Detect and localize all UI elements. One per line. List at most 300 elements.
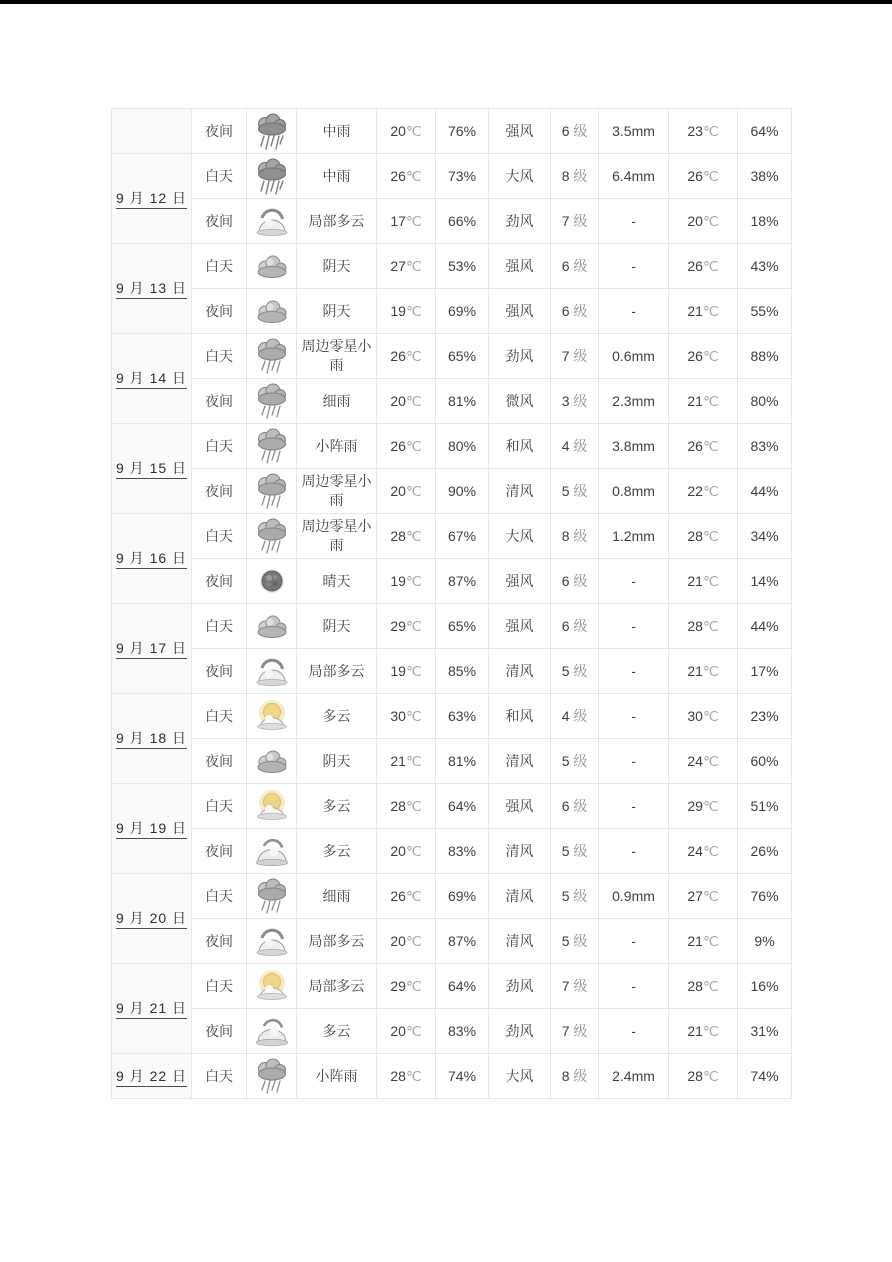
date-cell [112,109,192,154]
table-row [112,109,792,154]
value-number: 21 [687,662,703,679]
humidity-cell: 64% [436,784,489,829]
humidity-cell: 69% [436,289,489,334]
wind-name-cell: 清风 [489,829,551,874]
table-row [112,334,792,379]
rain-icon [252,380,292,422]
value-number: 26 [390,167,406,184]
value-unit: ℃ [702,302,719,319]
weather-desc-cell: 小阵雨 [297,424,377,469]
value-unit: 级 [573,842,588,859]
value-number: 17 [390,212,406,229]
wind-level-cell [551,244,599,289]
weather-icon-cell [247,1009,297,1054]
precipitation-cell: - [599,289,669,334]
time-of-day-cell: 夜间 [192,469,247,514]
value-unit: ℃ [405,707,422,724]
humidity-cell: 80% [436,424,489,469]
feels-like-temperature-cell [669,379,738,424]
value-number: 20 [390,842,406,859]
value-unit: ℃ [702,707,719,724]
value-number: 24 [687,752,703,769]
rain-icon [252,470,292,512]
value-unit: ℃ [702,437,719,454]
precipitation-cell: - [599,244,669,289]
weather-icon-cell [247,289,297,334]
value-number: 26 [687,437,703,454]
value-number: 4 [561,437,574,454]
table-row [112,154,792,199]
precipitation-cell: - [599,694,669,739]
precipitation-cell: 3.8mm [599,424,669,469]
feels-like-temperature-cell [669,1009,738,1054]
precip-probability-cell: 23% [738,694,792,739]
weather-icon-cell [247,244,297,289]
value-number: 19 [390,662,406,679]
value-number: 26 [687,167,703,184]
temperature-cell [377,154,436,199]
time-of-day-cell: 夜间 [192,379,247,424]
value-number: 21 [687,1022,703,1039]
weather-icon-cell [247,964,297,1009]
value-unit: ℃ [405,617,422,634]
humidity-cell: 69% [436,874,489,919]
wind-name-cell: 清风 [489,919,551,964]
weather-desc-cell: 细雨 [297,379,377,424]
date-link[interactable]: 9 月 17 日 [116,640,187,659]
date-link[interactable]: 9 月 19 日 [116,820,187,839]
weather-desc-cell: 阴天 [297,244,377,289]
precip-probability-cell: 14% [738,559,792,604]
weather-table [111,108,792,1099]
table-row [112,874,792,919]
value-unit: 级 [573,482,588,499]
weather-icon-cell [247,469,297,514]
value-number: 28 [687,527,703,544]
weather-desc-cell: 细雨 [297,874,377,919]
precip-probability-cell: 38% [738,154,792,199]
wind-level-cell [551,649,599,694]
wind-name-cell: 强风 [489,109,551,154]
value-number: 29 [390,617,406,634]
date-link[interactable]: 9 月 21 日 [116,1000,187,1019]
value-unit: ℃ [702,842,719,859]
table-row [112,1054,792,1099]
wind-name-cell: 清风 [489,469,551,514]
humidity-cell: 81% [436,379,489,424]
weather-desc-cell: 多云 [297,1009,377,1054]
value-number: 24 [687,842,703,859]
value-number: 30 [687,707,703,724]
precip-probability-cell: 34% [738,514,792,559]
value-unit: ℃ [405,932,422,949]
value-unit: 级 [573,797,588,814]
feels-like-temperature-cell [669,694,738,739]
weather-desc-cell: 中雨 [297,109,377,154]
precipitation-cell: 2.4mm [599,1054,669,1099]
value-unit: 级 [573,167,588,184]
value-number: 6 [561,122,574,139]
temperature-cell [377,694,436,739]
date-link[interactable]: 9 月 18 日 [116,730,187,749]
feels-like-temperature-cell [669,424,738,469]
weather-desc-cell: 多云 [297,694,377,739]
value-unit: ℃ [702,662,719,679]
value-number: 6 [561,617,574,634]
wind-level-cell [551,379,599,424]
value-number: 6 [561,302,574,319]
value-number: 26 [687,257,703,274]
table-row [112,469,792,514]
precipitation-cell: - [599,784,669,829]
rain-icon [252,515,292,557]
value-unit: ℃ [702,212,719,229]
value-number: 5 [561,662,574,679]
overcast-icon [252,610,292,642]
time-of-day-cell: 夜间 [192,829,247,874]
value-unit: ℃ [702,482,719,499]
value-number: 8 [561,167,574,184]
time-of-day-cell: 白天 [192,964,247,1009]
date-link[interactable]: 9 月 12 日 [116,190,187,209]
date-cell [112,424,192,514]
value-unit: ℃ [702,887,719,904]
value-number: 7 [561,977,574,994]
value-unit: ℃ [702,527,719,544]
precipitation-cell: - [599,829,669,874]
value-number: 20 [687,212,703,229]
temperature-cell [377,1009,436,1054]
feels-like-temperature-cell [669,604,738,649]
wind-name-cell: 劲风 [489,1009,551,1054]
wind-level-cell [551,334,599,379]
feels-like-temperature-cell [669,1054,738,1099]
value-number: 5 [561,842,574,859]
value-unit: 级 [573,977,588,994]
precipitation-cell: - [599,604,669,649]
top-bar [0,0,892,4]
heavy-rain-icon [252,110,292,152]
table-row [112,514,792,559]
date-cell [112,784,192,874]
value-unit: 级 [573,932,588,949]
temperature-cell [377,874,436,919]
weather-desc-cell: 局部多云 [297,919,377,964]
value-unit: 级 [573,707,588,724]
temperature-cell [377,784,436,829]
weather-icon-cell [247,1054,297,1099]
humidity-cell: 53% [436,244,489,289]
precip-probability-cell: 80% [738,379,792,424]
overcast-icon [252,745,292,777]
value-number: 26 [390,347,406,364]
weather-icon-cell [247,829,297,874]
table-row [112,559,792,604]
wind-name-cell: 清风 [489,874,551,919]
value-unit: ℃ [702,167,719,184]
humidity-cell: 90% [436,469,489,514]
wind-name-cell: 劲风 [489,199,551,244]
value-number: 6 [561,797,574,814]
weather-icon-cell [247,514,297,559]
temperature-cell [377,829,436,874]
time-of-day-cell: 夜间 [192,559,247,604]
value-number: 7 [561,347,574,364]
time-of-day-cell: 白天 [192,604,247,649]
precipitation-cell: - [599,649,669,694]
table-row [112,424,792,469]
wind-name-cell: 和风 [489,424,551,469]
date-link[interactable]: 9 月 15 日 [116,460,187,479]
humidity-cell: 85% [436,649,489,694]
date-link[interactable]: 9 月 14 日 [116,370,187,389]
value-unit: ℃ [702,932,719,949]
wind-level-cell [551,829,599,874]
weather-icon-cell [247,739,297,784]
precipitation-cell: - [599,559,669,604]
value-unit: 级 [573,122,588,139]
value-number: 4 [561,707,574,724]
value-unit: ℃ [405,1067,422,1084]
overcast-icon [252,250,292,282]
night-cloud-icon [252,1013,292,1049]
value-unit: ℃ [702,617,719,634]
temperature-cell [377,469,436,514]
moon-cloud-icon [252,923,292,959]
wind-name-cell: 强风 [489,244,551,289]
time-of-day-cell: 白天 [192,154,247,199]
humidity-cell: 83% [436,1009,489,1054]
wind-level-cell [551,874,599,919]
value-unit: ℃ [702,977,719,994]
weather-desc-cell: 多云 [297,784,377,829]
value-unit: ℃ [702,797,719,814]
wind-level-cell [551,919,599,964]
time-of-day-cell: 夜间 [192,739,247,784]
date-link[interactable]: 9 月 13 日 [116,280,187,299]
value-number: 28 [390,1067,406,1084]
precip-probability-cell: 43% [738,244,792,289]
time-of-day-cell: 白天 [192,244,247,289]
weather-icon-cell [247,379,297,424]
wind-level-cell [551,964,599,1009]
precipitation-cell: 3.5mm [599,109,669,154]
temperature-cell [377,649,436,694]
weather-desc-cell: 晴天 [297,559,377,604]
time-of-day-cell: 白天 [192,334,247,379]
weather-icon-cell [247,694,297,739]
value-number: 23 [687,122,703,139]
humidity-cell: 63% [436,694,489,739]
temperature-cell [377,379,436,424]
wind-level-cell [551,154,599,199]
value-number: 20 [390,122,406,139]
value-unit: ℃ [405,347,422,364]
value-number: 6 [561,572,574,589]
value-number: 22 [687,482,703,499]
date-cell [112,514,192,604]
wind-name-cell: 强风 [489,784,551,829]
value-unit: 级 [573,617,588,634]
precipitation-cell: - [599,1009,669,1054]
precip-probability-cell: 83% [738,424,792,469]
humidity-cell: 87% [436,919,489,964]
time-of-day-cell: 夜间 [192,289,247,334]
value-unit: ℃ [405,1022,422,1039]
table-row [112,1009,792,1054]
value-number: 5 [561,887,574,904]
value-unit: ℃ [702,392,719,409]
value-unit: ℃ [405,662,422,679]
wind-level-cell [551,694,599,739]
wind-level-cell [551,514,599,559]
precipitation-cell: 2.3mm [599,379,669,424]
temperature-cell [377,1054,436,1099]
time-of-day-cell: 夜间 [192,199,247,244]
value-unit: ℃ [405,212,422,229]
date-link[interactable]: 9 月 22 日 [116,1068,187,1087]
value-number: 19 [390,572,406,589]
weather-icon-cell [247,874,297,919]
precipitation-cell: 1.2mm [599,514,669,559]
feels-like-temperature-cell [669,964,738,1009]
value-number: 28 [390,797,406,814]
heavy-rain-icon [252,155,292,197]
temperature-cell [377,109,436,154]
weather-icon-cell [247,919,297,964]
value-number: 28 [687,617,703,634]
table-row [112,919,792,964]
weather-desc-cell: 局部多云 [297,649,377,694]
humidity-cell: 65% [436,604,489,649]
value-unit: 级 [573,302,588,319]
value-number: 26 [390,437,406,454]
wind-name-cell: 大风 [489,1054,551,1099]
temperature-cell [377,199,436,244]
weather-icon-cell [247,154,297,199]
precipitation-cell: - [599,919,669,964]
feels-like-temperature-cell [669,829,738,874]
humidity-cell: 81% [436,739,489,784]
rain-icon [252,335,292,377]
feels-like-temperature-cell [669,154,738,199]
value-number: 20 [390,1022,406,1039]
value-unit: ℃ [405,842,422,859]
humidity-cell: 64% [436,964,489,1009]
wind-level-cell [551,109,599,154]
feels-like-temperature-cell [669,514,738,559]
value-unit: 级 [573,392,588,409]
value-unit: 级 [573,572,588,589]
precipitation-cell: 6.4mm [599,154,669,199]
value-unit: 级 [573,662,588,679]
weather-icon-cell [247,334,297,379]
temperature-cell [377,289,436,334]
value-number: 26 [687,347,703,364]
table-row [112,694,792,739]
humidity-cell: 87% [436,559,489,604]
date-link[interactable]: 9 月 16 日 [116,550,187,569]
weather-desc-cell: 局部多云 [297,199,377,244]
feels-like-temperature-cell [669,649,738,694]
precip-probability-cell: 55% [738,289,792,334]
temperature-cell [377,604,436,649]
wind-name-cell: 清风 [489,739,551,784]
table-row [112,829,792,874]
precip-probability-cell: 17% [738,649,792,694]
value-unit: ℃ [405,167,422,184]
precipitation-cell: 0.9mm [599,874,669,919]
value-unit: ℃ [702,1067,719,1084]
time-of-day-cell: 夜间 [192,649,247,694]
temperature-cell [377,334,436,379]
precip-probability-cell: 74% [738,1054,792,1099]
temperature-cell [377,919,436,964]
value-number: 5 [561,482,574,499]
weather-desc-cell: 周边零星小雨 [297,514,377,559]
humidity-cell: 76% [436,109,489,154]
humidity-cell: 83% [436,829,489,874]
feels-like-temperature-cell [669,874,738,919]
date-cell [112,334,192,424]
value-number: 20 [390,482,406,499]
value-number: 28 [390,527,406,544]
precipitation-cell: 0.6mm [599,334,669,379]
value-number: 7 [561,1022,574,1039]
table-row [112,379,792,424]
table-row [112,739,792,784]
wind-name-cell: 劲风 [489,964,551,1009]
value-unit: 级 [573,257,588,274]
weather-icon-cell [247,649,297,694]
wind-name-cell: 强风 [489,604,551,649]
precip-probability-cell: 9% [738,919,792,964]
humidity-cell: 65% [436,334,489,379]
precip-probability-cell: 16% [738,964,792,1009]
sun-cloud-icon [252,787,292,825]
value-number: 8 [561,1067,574,1084]
temperature-cell [377,514,436,559]
wind-name-cell: 和风 [489,694,551,739]
value-number: 27 [390,257,406,274]
feels-like-temperature-cell [669,334,738,379]
sun-cloud-icon [252,967,292,1005]
weather-icon-cell [247,604,297,649]
overcast-icon [252,295,292,327]
value-number: 29 [390,977,406,994]
precip-probability-cell: 26% [738,829,792,874]
precipitation-cell: - [599,964,669,1009]
feels-like-temperature-cell [669,919,738,964]
feels-like-temperature-cell [669,469,738,514]
feels-like-temperature-cell [669,199,738,244]
table-row [112,964,792,1009]
value-number: 19 [390,302,406,319]
weather-icon-cell [247,559,297,604]
date-link[interactable]: 9 月 20 日 [116,910,187,929]
value-number: 7 [561,212,574,229]
weather-icon-cell [247,784,297,829]
table-row [112,649,792,694]
time-of-day-cell: 白天 [192,784,247,829]
value-unit: ℃ [702,572,719,589]
value-number: 21 [687,572,703,589]
time-of-day-cell: 白天 [192,1054,247,1099]
wind-level-cell [551,469,599,514]
precip-probability-cell: 31% [738,1009,792,1054]
wind-level-cell [551,199,599,244]
value-number: 8 [561,527,574,544]
